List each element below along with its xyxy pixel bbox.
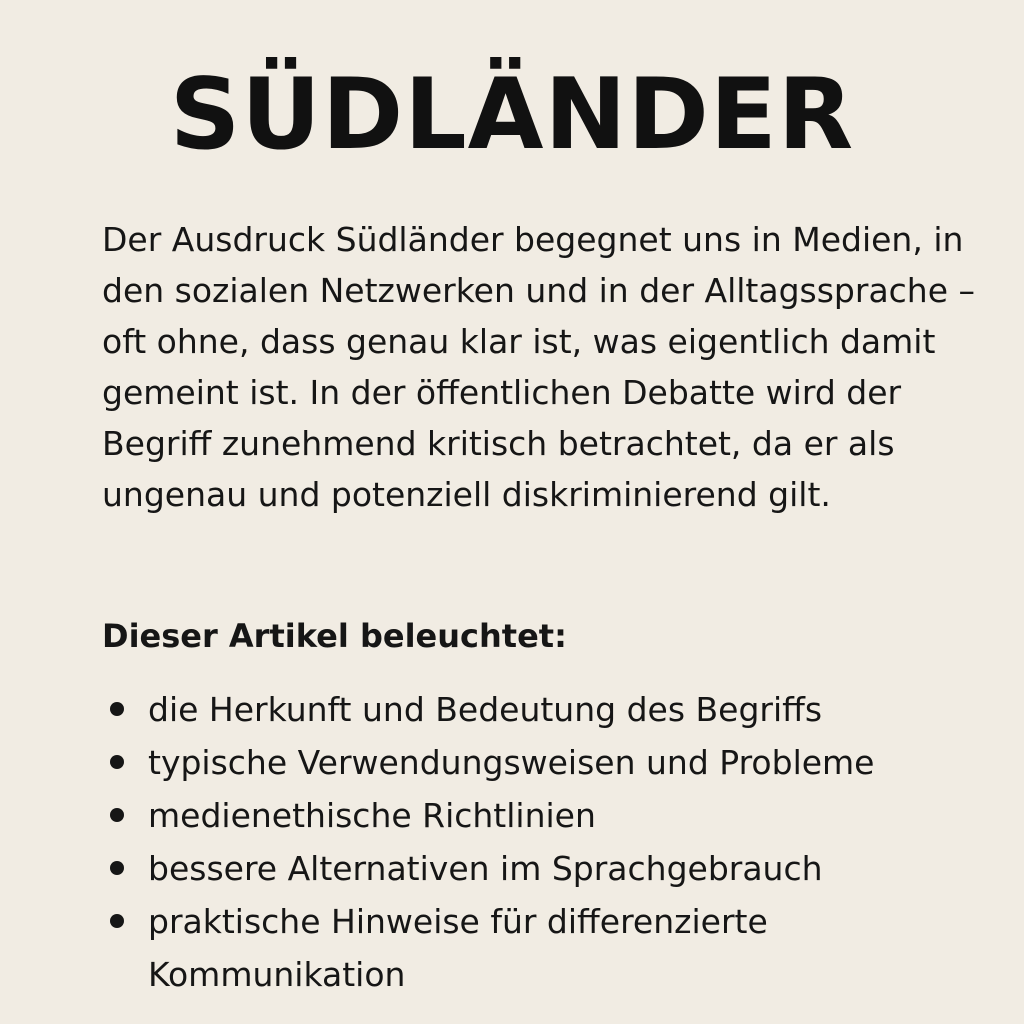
bullet-icon — [110, 861, 124, 875]
section-heading: Dieser Artikel beleuchtet: — [102, 617, 567, 655]
list-item — [102, 895, 962, 1001]
intro-paragraph: Der Ausdruck Südländer begegnet uns in Medien, in den sozialen Netzwerken und in der Alltagssprache – oft ohne, dass genau klar ist, was eigentlich damit gemeint ist. In der öffentlichen Debatte wird der Begriff zunehmend kritisch betrachtet, da er als ungenau und potenziell diskriminierend gilt. — [102, 220, 976, 514]
page-title: SÜDLÄNDER — [169, 58, 855, 172]
bullet-icon — [110, 755, 124, 769]
list-item-text: die Herkunft und Bedeutung des Begriffs — [148, 690, 823, 729]
list-item — [102, 683, 962, 736]
list-item — [102, 736, 962, 789]
bullet-icon — [110, 808, 124, 822]
list-item-text: praktische Hinweise für differenzierte Kommunikation — [148, 902, 768, 994]
list-item-text: bessere Alternativen im Sprachgebrauch — [148, 849, 823, 888]
bullet-icon — [110, 702, 124, 716]
list-item-text: typische Verwendungsweisen und Probleme — [148, 743, 875, 782]
topic-list — [102, 683, 962, 1001]
list-item-text: medienethische Richtlinien — [148, 796, 596, 835]
list-item — [102, 842, 962, 895]
list-item — [102, 789, 962, 842]
bullet-icon — [110, 914, 124, 928]
